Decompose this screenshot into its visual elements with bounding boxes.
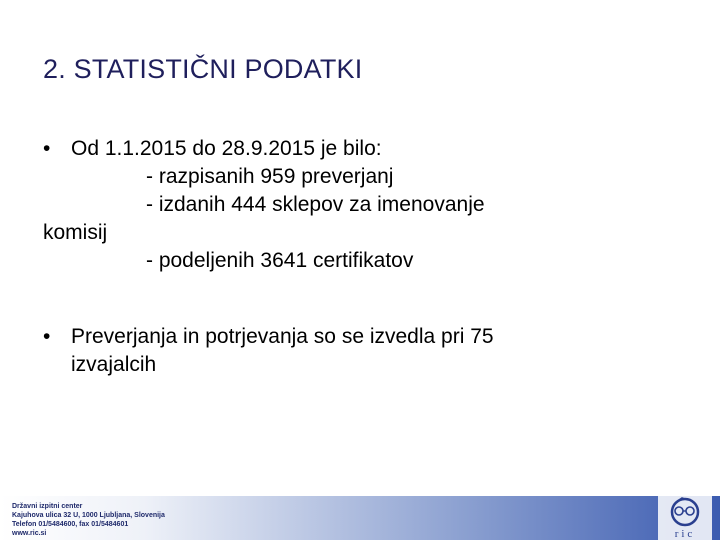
footer-bar: [0, 496, 720, 540]
bullet-text: Od 1.1.2015 do 28.9.2015 je bilo:: [71, 137, 382, 160]
bullet-subline-continuation: komisij: [43, 221, 108, 244]
bullet-item: [43, 135, 693, 275]
footer-web: www.ric.si: [12, 530, 47, 537]
svg-text:ric: ric: [674, 528, 696, 540]
bullet-item: [43, 323, 693, 379]
bullet-text: izvajalcih: [71, 353, 157, 376]
bullet-subline: - razpisanih 959 preverjanj: [146, 165, 394, 188]
bullet-marker: •: [43, 137, 51, 160]
ric-logo-icon: [658, 494, 712, 540]
slide-content: [43, 135, 693, 379]
footer-phone: Telefon 01/5484600, fax 01/5484601: [12, 521, 129, 528]
footer-org: Državni izpitni center: [12, 503, 83, 510]
bullet-subline: - izdanih 444 sklepov za imenovanje: [146, 193, 485, 216]
footer-contact: [12, 502, 165, 538]
slide-title: 2. STATISTIČNI PODATKI: [43, 54, 363, 84]
bullet-subline: - podeljenih 3641 certifikatov: [146, 249, 414, 272]
bullet-text: Preverjanja in potrjevanja so se izvedla pri 75: [71, 325, 494, 348]
footer-address: Kajuhova ulica 32 U, 1000 Ljubljana, Slovenija: [12, 512, 165, 519]
bullet-marker: •: [43, 325, 51, 348]
